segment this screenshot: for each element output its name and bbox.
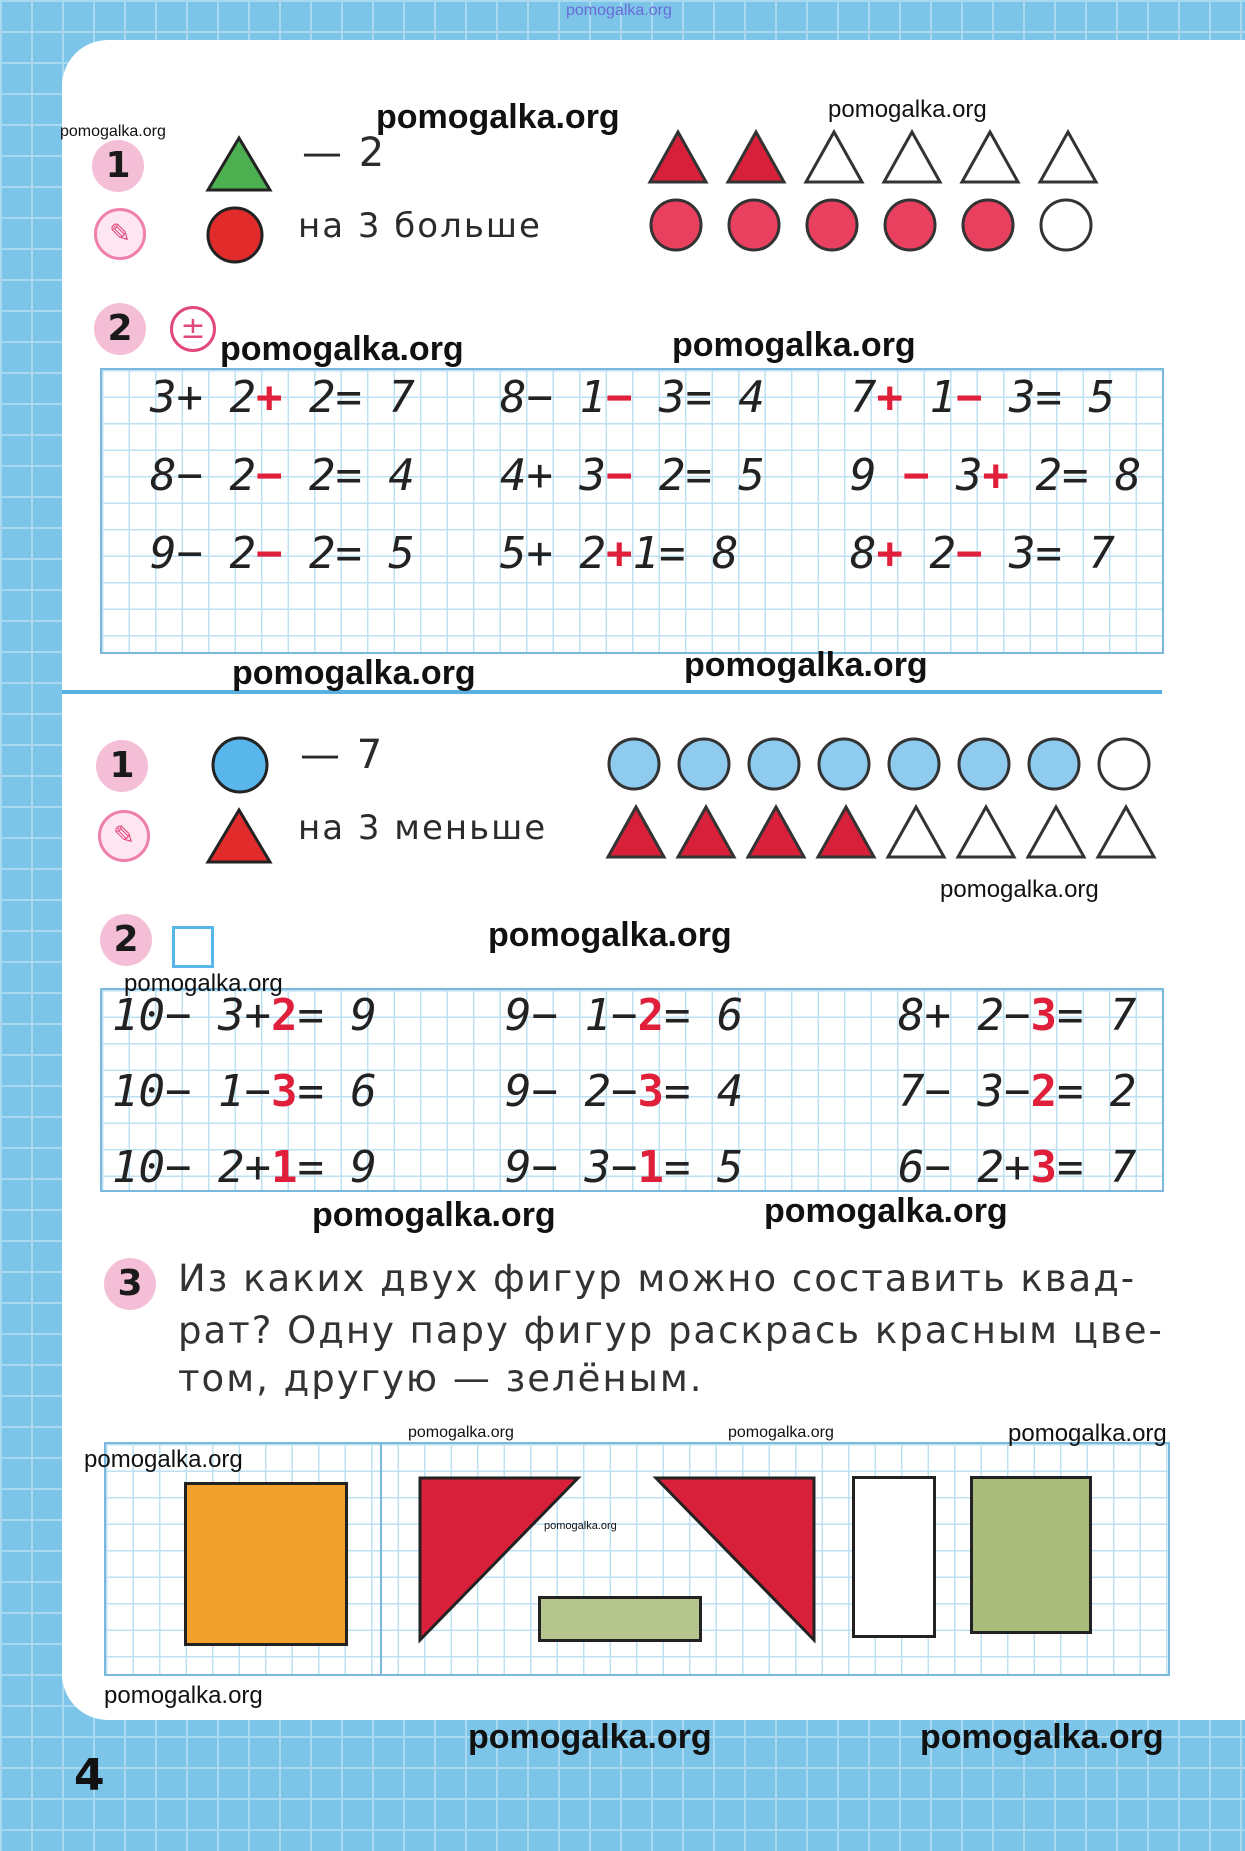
- equation: [500, 372, 765, 423]
- equation-part: = 6: [297, 1066, 377, 1117]
- empty-triangle: [962, 132, 1018, 182]
- task-badge-5: 3: [104, 1258, 156, 1310]
- answer-mark: +: [605, 528, 633, 579]
- pencil-icon: ✎: [94, 208, 146, 260]
- equation-part: 1: [903, 372, 956, 423]
- equation-part: 3+ 2: [150, 372, 256, 423]
- answer-mark: −: [255, 528, 283, 579]
- empty-circle: [1099, 739, 1149, 789]
- equation-part: 2= 5: [632, 450, 765, 501]
- empty-triangle: [958, 807, 1014, 857]
- answer-mark: 2: [637, 990, 664, 1041]
- answer-mark: 3: [637, 1066, 664, 1117]
- equation-part: = 6: [663, 990, 744, 1041]
- answer-mark: +: [255, 372, 283, 423]
- watermark: pomogalka.org: [920, 1718, 1164, 1756]
- answer-mark: −: [955, 528, 983, 579]
- equation: [850, 528, 1115, 579]
- equation-part: 6− 2+: [898, 1142, 1031, 1193]
- square-icon: [172, 926, 214, 968]
- triangle-count-text: — 2: [302, 130, 387, 176]
- watermark: pomogalka.org: [672, 326, 916, 364]
- filled-triangle: [728, 132, 784, 182]
- red-circle-icon: [205, 205, 265, 265]
- equation-part: = 5: [663, 1142, 744, 1193]
- answer-mark: 3: [1030, 1142, 1057, 1193]
- equation: [505, 1066, 743, 1117]
- equation: [898, 990, 1136, 1041]
- circle-rule-text: на 3 больше: [298, 206, 542, 246]
- circle-count-text: — 7: [300, 732, 385, 778]
- equation: [150, 528, 415, 579]
- empty-triangle: [1098, 807, 1154, 857]
- equation-part: = 9: [297, 1142, 377, 1193]
- equation-part: 7− 3−: [898, 1066, 1031, 1117]
- equation: [150, 450, 415, 501]
- empty-triangle: [1028, 807, 1084, 857]
- triangles-row-1: [648, 128, 1108, 188]
- task-text-line-1: Из каких двух фигур можно составить квад-: [178, 1257, 1137, 1300]
- equation-part: 3= 4: [632, 372, 765, 423]
- watermark: pomogalka.org: [312, 1196, 556, 1234]
- answer-mark: 3: [270, 1066, 298, 1117]
- watermark: pomogalka.org: [728, 1424, 834, 1441]
- watermark: pomogalka.org: [408, 1424, 514, 1441]
- watermark: pomogalka.org: [376, 98, 620, 136]
- equation-part: 7: [850, 372, 877, 423]
- equation: [898, 1142, 1136, 1193]
- answer-mark: 2: [1030, 1066, 1057, 1117]
- filled-triangle: [748, 807, 804, 857]
- equation-part: 3= 7: [982, 528, 1115, 579]
- filled-circle: [889, 739, 939, 789]
- equation: [898, 1066, 1136, 1117]
- blue-circle-icon: [210, 735, 270, 795]
- equation-part: = 7: [1056, 1142, 1137, 1193]
- equation-part: 10− 1−: [112, 1066, 271, 1117]
- equation: [112, 1066, 377, 1117]
- watermark: pomogalka.org: [124, 970, 283, 997]
- watermark: pomogalka.org: [940, 876, 1099, 903]
- green-rectangle-large: [970, 1476, 1092, 1634]
- watermark: pomogalka.org: [544, 1520, 617, 1532]
- equation: [500, 450, 765, 501]
- empty-triangle: [888, 807, 944, 857]
- equation-part: 8+ 2−: [898, 990, 1031, 1041]
- equation-part: 2= 5: [282, 528, 415, 579]
- empty-circle: [1041, 200, 1091, 250]
- watermark: pomogalka.org: [468, 1718, 712, 1756]
- answer-mark: 3: [1030, 990, 1057, 1041]
- equation-part: 9− 2: [150, 528, 256, 579]
- header-watermark: pomogalka.org: [566, 2, 672, 19]
- triangles-row-2: [606, 803, 1166, 863]
- equation-part: 2: [903, 528, 956, 579]
- section-divider: [62, 690, 1162, 694]
- page-number: 4: [74, 1750, 105, 1801]
- equation-part: = 7: [1056, 990, 1137, 1041]
- equation-part: 4+ 3: [500, 450, 606, 501]
- answer-mark: +: [982, 450, 1009, 501]
- answer-mark: −: [255, 450, 283, 501]
- circles-row-2: [606, 732, 1166, 802]
- watermark: pomogalka.org: [60, 123, 166, 140]
- pencil-icon-2: ✎: [98, 810, 150, 862]
- filled-circle: [749, 739, 799, 789]
- watermark: pomogalka.org: [828, 96, 987, 123]
- equation: [505, 990, 743, 1041]
- equation-part: 8− 1: [500, 372, 606, 423]
- equation: [850, 372, 1115, 423]
- equation-part: 9: [850, 450, 903, 501]
- watermark: pomogalka.org: [488, 916, 732, 954]
- filled-circle: [1029, 739, 1079, 789]
- empty-triangle: [884, 132, 940, 182]
- equation-part: 10− 3+: [112, 990, 271, 1041]
- task-badge-2: 2: [94, 303, 146, 355]
- equation-part: 2= 4: [282, 450, 415, 501]
- green-triangle-icon: [204, 134, 274, 194]
- plus-minus-icon: ±: [170, 306, 216, 352]
- task-badge-3-1: 1: [96, 740, 148, 792]
- red-triangle-icon: [204, 806, 274, 866]
- equation-part: 5+ 2: [500, 528, 606, 579]
- equation-part: 9− 1−: [505, 990, 638, 1041]
- equation-part: 1= 8: [632, 528, 739, 579]
- answer-mark: 2: [270, 990, 298, 1041]
- filled-triangle: [678, 807, 734, 857]
- equation-part: 9− 2−: [505, 1066, 638, 1117]
- task-text-line-3: том, другую — зелёным.: [178, 1357, 704, 1400]
- task-badge-3-2: 2: [100, 914, 152, 966]
- orange-square: [184, 1482, 348, 1646]
- filled-circle: [651, 200, 701, 250]
- filled-circle: [963, 200, 1013, 250]
- equation: [850, 450, 1141, 501]
- equation: [505, 1142, 743, 1193]
- equation: [112, 1142, 377, 1193]
- watermark: pomogalka.org: [1008, 1420, 1167, 1447]
- answer-mark: 1: [270, 1142, 298, 1193]
- equation-part: = 9: [297, 990, 377, 1041]
- white-rectangle: [852, 1476, 936, 1638]
- equation: [500, 528, 738, 579]
- circles-row-1: [648, 193, 1108, 263]
- watermark: pomogalka.org: [764, 1192, 1008, 1230]
- filled-circle: [609, 739, 659, 789]
- watermark: pomogalka.org: [232, 654, 476, 692]
- filled-triangle: [818, 807, 874, 857]
- task-badge-1: 1: [92, 140, 144, 192]
- equation-part: 9− 3−: [505, 1142, 638, 1193]
- equation-part: 3= 5: [982, 372, 1115, 423]
- answer-mark: 1: [637, 1142, 664, 1193]
- equation-part: = 2: [1056, 1066, 1137, 1117]
- equation-part: 10− 2+: [112, 1142, 271, 1193]
- filled-circle: [807, 200, 857, 250]
- answer-mark: −: [955, 372, 983, 423]
- answer-mark: +: [876, 372, 903, 423]
- answer-mark: −: [605, 450, 633, 501]
- filled-triangle: [650, 132, 706, 182]
- equation-part: 2= 8: [1008, 450, 1142, 501]
- watermark: pomogalka.org: [104, 1682, 263, 1709]
- answer-mark: −: [605, 372, 633, 423]
- filled-circle: [959, 739, 1009, 789]
- equation-part: = 4: [663, 1066, 744, 1117]
- filled-circle: [885, 200, 935, 250]
- watermark: pomogalka.org: [220, 330, 464, 368]
- triangle-rule-text: на 3 меньше: [298, 808, 548, 848]
- equation: [150, 372, 415, 423]
- answer-mark: +: [876, 528, 903, 579]
- equation-part: 8: [850, 528, 877, 579]
- equation-part: 8− 2: [150, 450, 256, 501]
- empty-triangle: [1040, 132, 1096, 182]
- equation-part: 2= 7: [282, 372, 415, 423]
- filled-circle: [729, 200, 779, 250]
- answer-mark: −: [902, 450, 930, 501]
- red-triangle-right: [654, 1476, 824, 1646]
- equation-part: 3: [929, 450, 983, 501]
- watermark: pomogalka.org: [84, 1446, 243, 1473]
- shapes-separator: [380, 1442, 382, 1674]
- filled-circle: [819, 739, 869, 789]
- filled-triangle: [608, 807, 664, 857]
- filled-circle: [679, 739, 729, 789]
- watermark: pomogalka.org: [684, 646, 928, 684]
- empty-triangle: [806, 132, 862, 182]
- task-text-line-2: рат? Одну пару фигур раскрась красным цве-: [178, 1309, 1164, 1352]
